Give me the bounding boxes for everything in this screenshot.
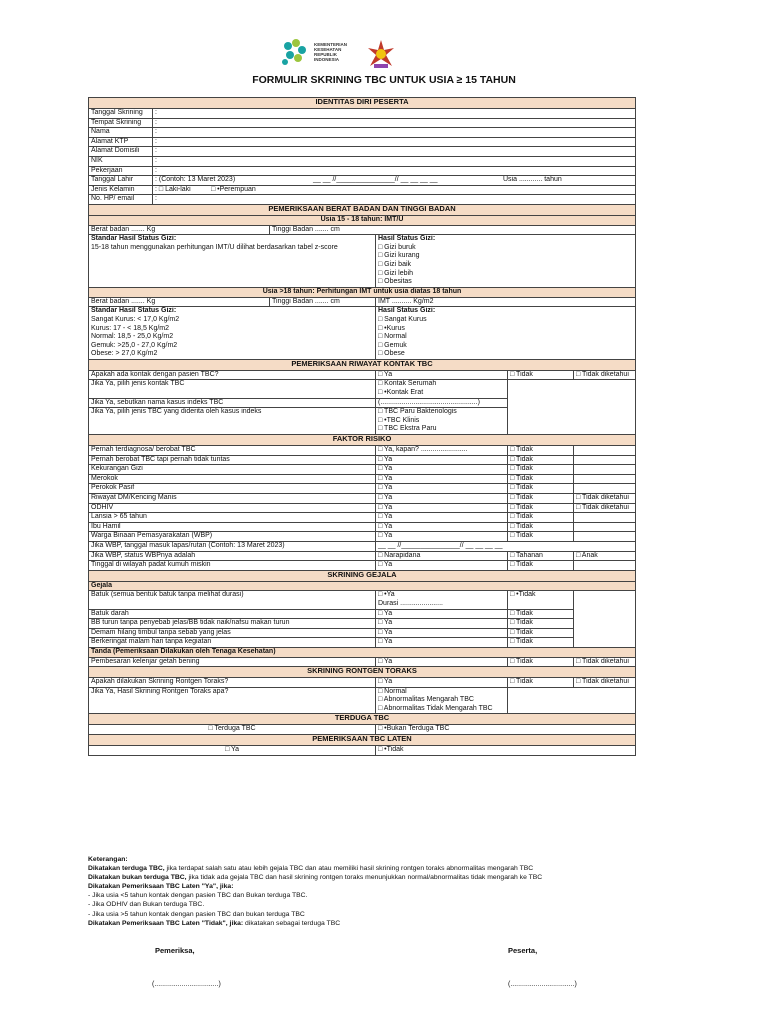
faktor-a[interactable]: □ Ya bbox=[376, 455, 508, 465]
kontak-q4: Jika Ya, pilih jenis TBC yang diderita oleh kasus indeks bbox=[89, 408, 376, 435]
faktor-b[interactable]: □ Tidak bbox=[508, 513, 574, 523]
gejala-q: Demam hilang timbul tanpa sebab yang jelas bbox=[89, 628, 376, 638]
keterangan bbox=[88, 855, 648, 928]
section-skrining-gejala: SKRINING GEJALA bbox=[89, 570, 636, 581]
standar-gizi-1-text: 15-18 tahun menggunakan perhitungan IMT/U dilihat berdasarkan tabel z-score bbox=[91, 243, 338, 251]
kontak-q1-ya[interactable]: □ Ya bbox=[376, 370, 508, 380]
label-tanggal-lahir: Tanggal Lahir bbox=[89, 176, 153, 186]
faktor-b[interactable]: □ Tidak bbox=[508, 494, 574, 504]
berat-badan-2[interactable]: Berat badan ....... Kg bbox=[89, 297, 270, 307]
standar-gizi-2-item: Gemuk: >25,0 - 27,0 Kg/m2 bbox=[91, 341, 178, 349]
field-no-hp[interactable]: : bbox=[153, 195, 636, 205]
faktor-b[interactable]: □ Tidak bbox=[508, 446, 574, 456]
keterangan-line: - Jika usia <5 tahun kontak dengan pasien TBC dan Bukan terduga TBC. bbox=[88, 892, 308, 900]
standar-gizi-1-title: Standar Hasil Status Gizi: bbox=[91, 235, 177, 243]
hasil-gizi-2-option[interactable]: □ Obese bbox=[378, 350, 405, 358]
faktor-c[interactable]: □ Tidak diketahui bbox=[574, 503, 636, 513]
tanda-subheading: Tanda (Pemeriksaan Dilakukan oleh Tenaga Kesehatan) bbox=[89, 647, 636, 657]
keterangan-text: jika tidak ada gejala TBC dan hasil skrining rontgen toraks menunjukkan normal/abnormalitas tidak mengarah ke TBC bbox=[186, 874, 543, 882]
hasil-gizi-1-option[interactable]: □ Gizi baik bbox=[378, 260, 412, 268]
field-tanggal-skrining[interactable]: : bbox=[153, 109, 636, 119]
field-alamat-domisili[interactable]: : bbox=[153, 147, 636, 157]
campaign-badge-icon bbox=[364, 38, 398, 72]
rontgen-q1-tidak-diketahui[interactable]: □ Tidak diketahui bbox=[574, 678, 636, 688]
keterangan-title: Keterangan: bbox=[88, 856, 128, 863]
imt-field[interactable]: IMT .......... Kg/m2 bbox=[376, 297, 636, 307]
tanggal-lahir-hint: : (Contoh: 13 Maret 2023) bbox=[155, 176, 236, 184]
kontak-q4-options bbox=[376, 408, 508, 435]
kemenkes-logo bbox=[278, 38, 398, 74]
batuk-ya-option[interactable]: □ •Ya bbox=[378, 591, 395, 599]
faktor-c[interactable] bbox=[574, 465, 636, 475]
kontak-q1-tidak[interactable]: □ Tidak bbox=[508, 370, 574, 380]
faktor-c[interactable] bbox=[574, 455, 636, 465]
kelenjar-tidak-diketahui[interactable]: □ Tidak diketahui bbox=[574, 657, 636, 667]
keterangan-line bbox=[88, 873, 648, 882]
standar-gizi-2-item: Sangat Kurus: < 17,0 Kg/m2 bbox=[91, 315, 180, 323]
tinggi-badan-2[interactable]: Tinggi Badan ....... cm bbox=[270, 297, 376, 307]
wbp-date-field[interactable]: __ __ //_______________// __ __ __ __ bbox=[376, 541, 636, 551]
batuk-tidak[interactable]: □ •Tidak bbox=[508, 591, 574, 609]
keterangan-term: Dikatakan bukan terduga TBC, bbox=[88, 874, 187, 882]
subsection-usia-18: Usia >18 tahun: Perhitungan IMT untuk usia diatas 18 tahun bbox=[89, 288, 636, 298]
kontak-q4-option[interactable]: □ TBC Ekstra Paru bbox=[378, 425, 437, 433]
gejala-a[interactable]: □ Ya bbox=[376, 619, 508, 629]
faktor-b[interactable]: □ Tidak bbox=[508, 484, 574, 494]
rontgen-blank bbox=[508, 687, 636, 714]
gejala-b[interactable]: □ Tidak bbox=[508, 628, 574, 638]
wbp-status-anak[interactable]: □ Anak bbox=[574, 551, 636, 561]
keterangan-line: - Jika usia >5 tahun kontak dengan pasien TBC dan bukan terduga TBC bbox=[88, 910, 305, 918]
faktor-c[interactable]: □ Tidak diketahui bbox=[574, 494, 636, 504]
faktor-c[interactable] bbox=[574, 532, 636, 542]
tanggal-lahir-blank: __ __ //_______________// __ __ __ __ bbox=[313, 176, 438, 184]
gejala-blank bbox=[574, 591, 636, 648]
gejala-q: BB turun tanpa penyebab jelas/BB tidak naik/nafsu makan turun bbox=[89, 619, 376, 629]
field-jenis-kelamin bbox=[153, 185, 636, 195]
tinggi-badan-1[interactable]: Tinggi Badan ....... cm bbox=[270, 225, 636, 235]
standar-gizi-2-item: Obese: > 27,0 Kg/m2 bbox=[91, 350, 158, 358]
kumuh-q: Tinggal di wilayah padat kumuh miskin bbox=[89, 561, 376, 571]
faktor-a[interactable]: □ Ya bbox=[376, 494, 508, 504]
peserta-signature-line[interactable]: (.................................) bbox=[508, 981, 577, 988]
checkbox-perempuan[interactable]: □ •Perempuan bbox=[211, 185, 256, 193]
peserta-label: Peserta, bbox=[508, 946, 538, 955]
kontak-q1-tidak-diketahui[interactable]: □ Tidak diketahui bbox=[574, 370, 636, 380]
kelenjar-q: Pembesaran kelenjar getah bening bbox=[89, 657, 376, 667]
faktor-b[interactable]: □ Tidak bbox=[508, 465, 574, 475]
hasil-gizi-2-option[interactable]: □ Gemuk bbox=[378, 341, 407, 349]
field-alamat-ktp[interactable]: : bbox=[153, 137, 636, 147]
rontgen-option[interactable]: □ Abnormalitas Tidak Mengarah TBC bbox=[378, 704, 493, 712]
screening-form-table bbox=[88, 97, 636, 756]
faktor-a[interactable]: □ Ya bbox=[376, 465, 508, 475]
label-alamat-ktp: Alamat KTP bbox=[89, 137, 153, 147]
hasil-gizi-2 bbox=[376, 307, 636, 360]
batuk-durasi[interactable]: Durasi ...................... bbox=[378, 599, 443, 607]
rontgen-q2: Jika Ya, Hasil Skrining Rontgen Toraks apa? bbox=[89, 687, 376, 714]
gejala-b[interactable]: □ Tidak bbox=[508, 638, 574, 648]
standar-gizi-2-title: Standar Hasil Status Gizi: bbox=[91, 307, 177, 315]
kontak-q1: Apakah ada kontak dengan pasien TBC? bbox=[89, 370, 376, 380]
laten-option-ya[interactable]: □ Ya bbox=[89, 746, 376, 756]
section-bb-tb: PEMERIKSAAN BERAT BADAN DAN TINGGI BADAN bbox=[89, 204, 636, 215]
label-nik: NIK bbox=[89, 156, 153, 166]
faktor-q: Lansia > 65 tahun bbox=[89, 513, 376, 523]
logo-text: KEMENTERIAN KESEHATAN REPUBLIK INDONESIA bbox=[314, 42, 348, 62]
kontak-q4-option[interactable]: □ •TBC Klinis bbox=[378, 416, 420, 424]
wbp-date-q: Jika WBP, tanggal masuk lapas/rutan (Contoh: 13 Maret 2023) bbox=[89, 541, 376, 551]
kontak-q4-option[interactable]: □ TBC Paru Bakteriologis bbox=[378, 408, 457, 416]
hasil-gizi-2-option[interactable]: □ Sangat Kurus bbox=[378, 315, 427, 323]
kemenkes-emblem-icon bbox=[278, 38, 314, 68]
keterangan-line: Dikatakan Pemeriksaan TBC Laten "Ya", jika: bbox=[88, 883, 234, 891]
label-alamat-domisili: Alamat Domisili bbox=[89, 147, 153, 157]
rontgen-q1-tidak[interactable]: □ Tidak bbox=[508, 678, 574, 688]
checkbox-laki-laki[interactable]: : □ Laki-laki bbox=[155, 185, 191, 193]
kumuh-tidak[interactable]: □ Tidak bbox=[508, 561, 574, 571]
keterangan-term: Dikatakan terduga TBC, bbox=[88, 865, 165, 873]
faktor-a[interactable]: □ Ya bbox=[376, 532, 508, 542]
terduga-option-bukan[interactable]: □ •Bukan Terduga TBC bbox=[376, 725, 636, 735]
rontgen-option[interactable]: □ Normal bbox=[378, 687, 407, 695]
pemeriksa-label: Pemeriksa, bbox=[155, 946, 195, 955]
faktor-c[interactable] bbox=[574, 474, 636, 484]
hasil-gizi-1-option[interactable]: □ Obesitas bbox=[378, 278, 412, 286]
field-nik[interactable]: : bbox=[153, 156, 636, 166]
section-rontgen: SKRINING RONTGEN TORAKS bbox=[89, 667, 636, 678]
faktor-a[interactable]: □ Ya bbox=[376, 503, 508, 513]
label-no-hp: No. HP/ email bbox=[89, 195, 153, 205]
faktor-q: Merokok bbox=[89, 474, 376, 484]
label-tanggal-skrining: Tanggal Skrining bbox=[89, 109, 153, 119]
batuk-q: Batuk (semua bentuk batuk tanpa melihat durasi) bbox=[89, 591, 376, 609]
kelenjar-ya[interactable]: □ Ya bbox=[376, 657, 508, 667]
hasil-gizi-1-title: Hasil Status Gizi: bbox=[378, 235, 436, 243]
field-pekerjaan[interactable]: : bbox=[153, 166, 636, 176]
label-jenis-kelamin: Jenis Kelamin bbox=[89, 185, 153, 195]
faktor-b[interactable]: □ Tidak bbox=[508, 455, 574, 465]
label-tempat-skrining: Tempat Skrining bbox=[89, 118, 153, 128]
label-nama: Nama bbox=[89, 128, 153, 138]
faktor-a[interactable]: □ Ya, kapan? ........................ bbox=[376, 446, 508, 456]
standar-gizi-2-item: Normal: 18,5 - 25,0 Kg/m2 bbox=[91, 333, 174, 341]
kelenjar-tidak[interactable]: □ Tidak bbox=[508, 657, 574, 667]
terduga-option-ya[interactable]: □ Terduga TBC bbox=[89, 725, 376, 735]
standar-gizi-2 bbox=[89, 307, 376, 360]
standar-gizi-2-item: Kurus: 17 - < 18,5 Kg/m2 bbox=[91, 324, 170, 332]
faktor-c[interactable] bbox=[574, 522, 636, 532]
faktor-q: ODHIV bbox=[89, 503, 376, 513]
faktor-b[interactable]: □ Tidak bbox=[508, 522, 574, 532]
faktor-q: Perokok Pasif bbox=[89, 484, 376, 494]
section-identitas: IDENTITAS DIRI PESERTA bbox=[89, 98, 636, 109]
kontak-q2-options bbox=[376, 380, 508, 398]
rontgen-q1: Apakah dilakukan Skrining Rontgen Toraks? bbox=[89, 678, 376, 688]
berat-badan-1[interactable]: Berat badan ....... Kg bbox=[89, 225, 270, 235]
faktor-a[interactable]: □ Ya bbox=[376, 484, 508, 494]
hasil-gizi-1-option[interactable]: □ Gizi lebih bbox=[378, 269, 413, 277]
gejala-b[interactable]: □ Tidak bbox=[508, 619, 574, 629]
wbp-status-narapidana[interactable]: □ Narapidana bbox=[376, 551, 508, 561]
keterangan-text: dikatakan sebagai terduga TBC bbox=[243, 919, 341, 927]
field-tempat-skrining[interactable]: : bbox=[153, 118, 636, 128]
faktor-b[interactable]: □ Tidak bbox=[508, 474, 574, 484]
gejala-a[interactable]: □ Ya bbox=[376, 638, 508, 648]
batuk-ya[interactable] bbox=[376, 591, 508, 609]
kontak-blank bbox=[508, 380, 636, 435]
usia-field[interactable]: Usia ............ tahun bbox=[503, 176, 562, 184]
faktor-b[interactable]: □ Tidak bbox=[508, 532, 574, 542]
wbp-status-tahanan[interactable]: □ Tahanan bbox=[508, 551, 574, 561]
keterangan-line: - Jika ODHIV dan Bukan terduga TBC. bbox=[88, 901, 205, 909]
faktor-a[interactable]: □ Ya bbox=[376, 474, 508, 484]
faktor-a[interactable]: □ Ya bbox=[376, 513, 508, 523]
gejala-a[interactable]: □ Ya bbox=[376, 628, 508, 638]
rontgen-option[interactable]: □ Abnormalitas Mengarah TBC bbox=[378, 696, 474, 704]
kontak-q3-field[interactable]: (..................................................) bbox=[376, 398, 508, 408]
section-kontak: PEMERIKSAAN RIWAYAT KONTAK TBC bbox=[89, 359, 636, 370]
section-terduga: TERDUGA TBC bbox=[89, 714, 636, 725]
faktor-q: Pernah terdiagnosa/ berobat TBC bbox=[89, 446, 376, 456]
section-laten: PEMERIKSAAN TBC LATEN bbox=[89, 735, 636, 746]
faktor-a[interactable]: □ Ya bbox=[376, 522, 508, 532]
faktor-q: Kekurangan Gizi bbox=[89, 465, 376, 475]
gejala-a[interactable]: □ Ya bbox=[376, 609, 508, 619]
keterangan-term: Dikatakan Pemeriksaan TBC Laten "Tidak", jika: bbox=[88, 919, 244, 927]
keterangan-line bbox=[88, 919, 648, 928]
form-title: FORMULIR SKRINING TBC UNTUK USIA ≥ 15 TAHUN bbox=[252, 74, 516, 86]
faktor-c[interactable] bbox=[574, 484, 636, 494]
kontak-q2: Jika Ya, pilih jenis kontak TBC bbox=[89, 380, 376, 398]
faktor-q: Pernah berobat TBC tapi pernah tidak tuntas bbox=[89, 455, 376, 465]
kontak-q3: Jika Ya, sebutkan nama kasus indeks TBC bbox=[89, 398, 376, 408]
standar-gizi-1 bbox=[89, 235, 376, 288]
kontak-q2-option[interactable]: □ •Kontak Erat bbox=[378, 389, 424, 397]
field-tanggal-lahir[interactable] bbox=[153, 176, 636, 186]
subsection-usia-15-18: Usia 15 - 18 tahun: IMT/U bbox=[89, 215, 636, 225]
field-nama[interactable]: : bbox=[153, 128, 636, 138]
faktor-q: Riwayat DM/Kencing Manis bbox=[89, 494, 376, 504]
faktor-q: Ibu Hamil bbox=[89, 522, 376, 532]
hasil-gizi-2-option[interactable]: □ Normal bbox=[378, 333, 407, 341]
gejala-b[interactable]: □ Tidak bbox=[508, 609, 574, 619]
faktor-c[interactable] bbox=[574, 446, 636, 456]
faktor-q: Warga Binaan Pemasyarakatan (WBP) bbox=[89, 532, 376, 542]
gejala-subheading: Gejala bbox=[89, 581, 636, 591]
faktor-b[interactable]: □ Tidak bbox=[508, 503, 574, 513]
keterangan-text: jika terdapat salah satu atau lebih gejala TBC dan atau memiliki hasil skrining rontgen toraks abnormalitas mengarah TBC bbox=[164, 865, 534, 873]
hasil-gizi-2-title: Hasil Status Gizi: bbox=[378, 307, 436, 315]
pemeriksa-signature-line[interactable]: (.................................) bbox=[152, 981, 221, 988]
hasil-gizi-1-option[interactable]: □ Gizi kurang bbox=[378, 252, 420, 260]
label-pekerjaan: Pekerjaan bbox=[89, 166, 153, 176]
laten-option-tidak[interactable]: □ •Tidak bbox=[376, 746, 636, 756]
rontgen-q2-options bbox=[376, 687, 508, 714]
kumuh-ya[interactable]: □ Ya bbox=[376, 561, 508, 571]
gejala-q: Batuk darah bbox=[89, 609, 376, 619]
hasil-gizi-1 bbox=[376, 235, 636, 288]
hasil-gizi-2-option[interactable]: □ •Kurus bbox=[378, 324, 405, 332]
keterangan-line bbox=[88, 864, 648, 873]
section-faktor-risiko: FAKTOR RISIKO bbox=[89, 435, 636, 446]
faktor-c[interactable] bbox=[574, 513, 636, 523]
rontgen-q1-ya[interactable]: □ Ya bbox=[376, 678, 508, 688]
wbp-status-q: Jika WBP, status WBPnya adalah bbox=[89, 551, 376, 561]
gejala-q: Berkeringat malam hari tanpa kegiatan bbox=[89, 638, 376, 648]
hasil-gizi-1-option[interactable]: □ Gizi buruk bbox=[378, 243, 416, 251]
kumuh-blank bbox=[574, 561, 636, 571]
kontak-q2-option[interactable]: □ Kontak Serumah bbox=[378, 380, 437, 388]
